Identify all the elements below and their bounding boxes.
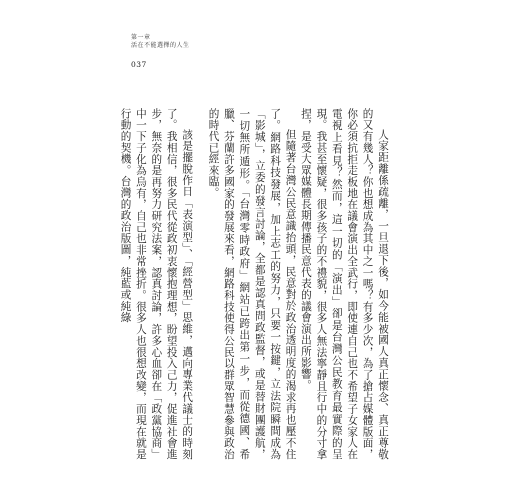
chapter-title: 活在不能選擇的人生: [131, 42, 190, 49]
paragraph-3: 該是擺脫作日「表演型」、「經營型」思維，邁向專業代議士的時刻了。我相信，很多民代從政初衷懷抱理想，盼望投入己力，促進社會進步，無奈的是再努力研究法案，認真討論，許多心血卻在「政黨協商」中一下子化為烏有，自己也非常挫折。很多人也很想改變，而現在就是行動的契機。台灣的政治版圖，純藍或純綠: [119, 108, 194, 460]
chapter-label: 第一章: [131, 34, 151, 41]
running-header: [131, 34, 251, 50]
paragraph-2: 但隨著台灣公民意識抬頭，民意對於政治透明度的渴求再也壓不住了。網路科技發展，加上志工的努力，只要一按鍵，立法院瞬間成為「影城」，立委的發言討論，全都是認真問政監督，或是替財團護航，一切無所遁形。「台灣零時政府」網站已跨出第一步，而從德國、希臘、芬蘭許多國家的發展來看，網路科技使得公民以群眾智慧參與政治的時代已經來臨。: [207, 108, 297, 460]
page-number: 037: [131, 60, 147, 69]
body-text: [119, 108, 390, 460]
paragraph-1: 人家距離係疏離，一旦退下後，如今能被國人真正懷念、真正尊敬的又有幾人？你也想成為其中之一嗎？有多少次，為了搶占媒體版面，你必須抗拒走板地在議會演出全武行，即使連自己也不希望子女家人在電視上看見？然而，這一切的「演出」卻是台灣公民教育最實際的呈現。我甚至懷疑，很多孩子的不禮貌，很多人無法寧靜且行中的分寸拿捏，是受大眾媒體長期傳播民意代表的議會演出所影響。: [299, 108, 389, 460]
